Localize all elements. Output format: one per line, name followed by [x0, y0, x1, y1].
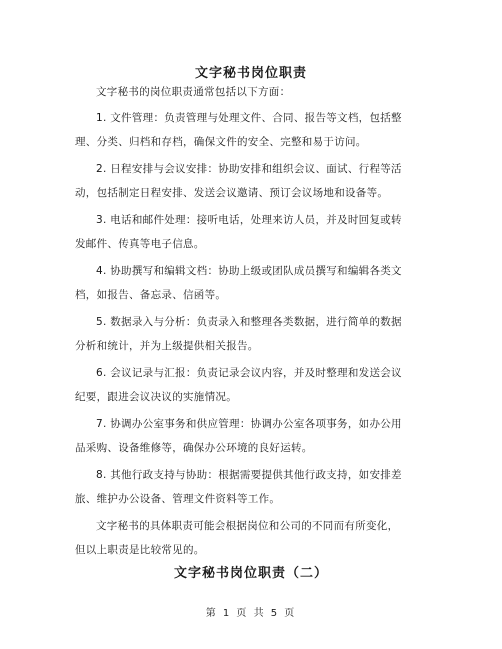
- list-item: [75, 412, 435, 460]
- list-item-line-1: 3. 电话和邮件处理：接听电话，处理来访人员，并及时回复或转: [96, 214, 402, 226]
- intro-paragraph: [75, 80, 435, 104]
- closing-line-2: 但以上职责是比较常见的。: [75, 544, 205, 556]
- list-item-line-1: 1. 文件管理：负责管理与处理文件、合同、报告等文档，包括整: [96, 112, 402, 124]
- list-item: [75, 259, 435, 307]
- closing-line-1: 文字秘书的具体职责可能会根据岗位和公司的不同而有所变化，: [96, 520, 399, 532]
- list-item-line-2: 纪要，跟进会议决议的实施情况。: [75, 391, 237, 403]
- list-item-line-2: 品采购、设备维修等，确保办公环境的良好运转。: [75, 442, 313, 454]
- list-item-line-1: 2. 日程安排与会议安排：协助安排和组织会议、面试、行程等活: [96, 163, 402, 175]
- list-item: [75, 208, 435, 256]
- list-item-line-1: 4. 协助撰写和编辑文档：协助上级或团队成员撰写和编辑各类文: [96, 265, 402, 277]
- list-item: [75, 106, 435, 154]
- list-item-line-2: 理、分类、归档和存档，确保文件的安全、完整和易于访问。: [75, 136, 367, 148]
- page-number: 第 1 页 共 5 页: [205, 608, 297, 619]
- list-item-line-1: 5. 数据录入与分析：负责录入和整理各类数据，进行简单的数据: [96, 316, 402, 328]
- list-item: [75, 157, 435, 205]
- list-item-line-2: 旅、维护办公设备、管理文件资料等工作。: [75, 493, 281, 505]
- list-item-line-2: 档，如报告、备忘录、信函等。: [75, 289, 227, 301]
- closing-paragraph: [75, 514, 435, 562]
- list-item: [75, 361, 435, 409]
- list-item-line-2: 发邮件、传真等电子信息。: [75, 238, 205, 250]
- section-subtitle: 文字秘书岗位职责（二）: [173, 566, 328, 581]
- list-item-line-1: 6. 会议记录与汇报：负责记录会议内容，并及时整理和发送会议: [96, 367, 402, 379]
- list-item: [75, 310, 435, 358]
- list-item-line-2: 动，包括制定日程安排、发送会议邀请、预订会议场地和设备等。: [75, 187, 389, 199]
- intro-line: 文字秘书的岗位职责通常包括以下方面：: [96, 86, 291, 98]
- list-item-line-2: 分析和统计，并为上级提供相关报告。: [75, 340, 259, 352]
- list-item-line-1: 8. 其他行政支持与协助：根据需要提供其他行政支持，如安排差: [96, 469, 402, 481]
- list-item: [75, 463, 435, 511]
- list-item-line-1: 7. 协调办公室事务和供应管理：协调办公室各项事务，如办公用: [96, 418, 402, 430]
- document-title: 文字秘书岗位职责: [194, 66, 307, 81]
